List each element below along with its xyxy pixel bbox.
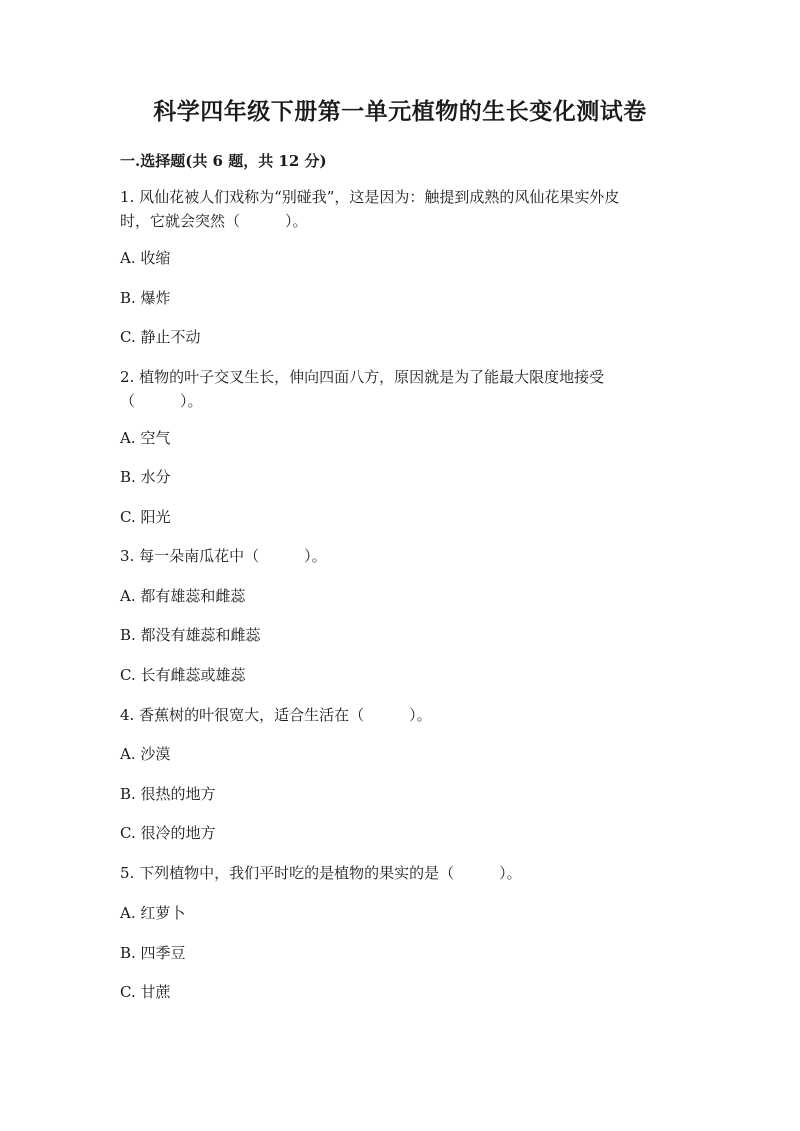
page-title: 科学四年级下册第一单元植物的生长变化测试卷 [153, 98, 647, 125]
question-2-stem-line-2: （ ）。 [120, 392, 203, 410]
question-4-option-a: A. 沙漠 [120, 745, 171, 763]
question-1-option-b: B. 爆炸 [120, 289, 171, 307]
question-2-option-b: B. 水分 [120, 468, 171, 486]
question-1-stem-line-2: 时，它就会突然（ ）。 [120, 212, 308, 230]
question-5-stem-line-1: 5. 下列植物中，我们平时吃的是植物的果实的是（ ）。 [120, 864, 522, 882]
section-heading: 一.选择题(共 6 题，共 12 分) [120, 152, 327, 170]
question-4-option-b: B. 很热的地方 [120, 785, 216, 803]
question-4-stem-line-1: 4. 香蕉树的叶很宽大，适合生活在（ ）。 [120, 706, 432, 724]
question-3-option-a: A. 都有雄蕊和雌蕊 [120, 587, 246, 605]
question-1-stem-line-1: 1. 风仙花被人们戏称为“别碰我”，这是因为：触提到成熟的风仙花果实外皮 [120, 188, 620, 206]
question-3-option-c: C. 长有雌蕊或雄蕊 [120, 666, 246, 684]
question-1-option-c: C. 静止不动 [120, 328, 201, 346]
question-4-option-c: C. 很冷的地方 [120, 824, 216, 842]
question-3-option-b: B. 都没有雄蕊和雌蕊 [120, 626, 261, 644]
question-1-stem [120, 185, 680, 233]
question-5-stem [120, 861, 680, 885]
question-2-option-c: C. 阳光 [120, 508, 171, 526]
question-5-option-c: C. 甘蔗 [120, 983, 171, 1001]
question-5-option-b: B. 四季豆 [120, 944, 186, 962]
question-5-option-a: A. 红萝卜 [120, 904, 186, 922]
question-1-option-a: A. 收缩 [120, 249, 171, 267]
question-2-stem-line-1: 2. 植物的叶子交叉生长，伸向四面八方，原因就是为了能最大限度地接受 [120, 368, 605, 386]
question-2-option-a: A. 空气 [120, 429, 171, 447]
question-2-stem [120, 365, 680, 413]
question-3-stem [120, 544, 680, 568]
question-3-stem-line-1: 3. 每一朵南瓜花中（ ）。 [120, 547, 327, 565]
question-4-stem [120, 703, 680, 727]
